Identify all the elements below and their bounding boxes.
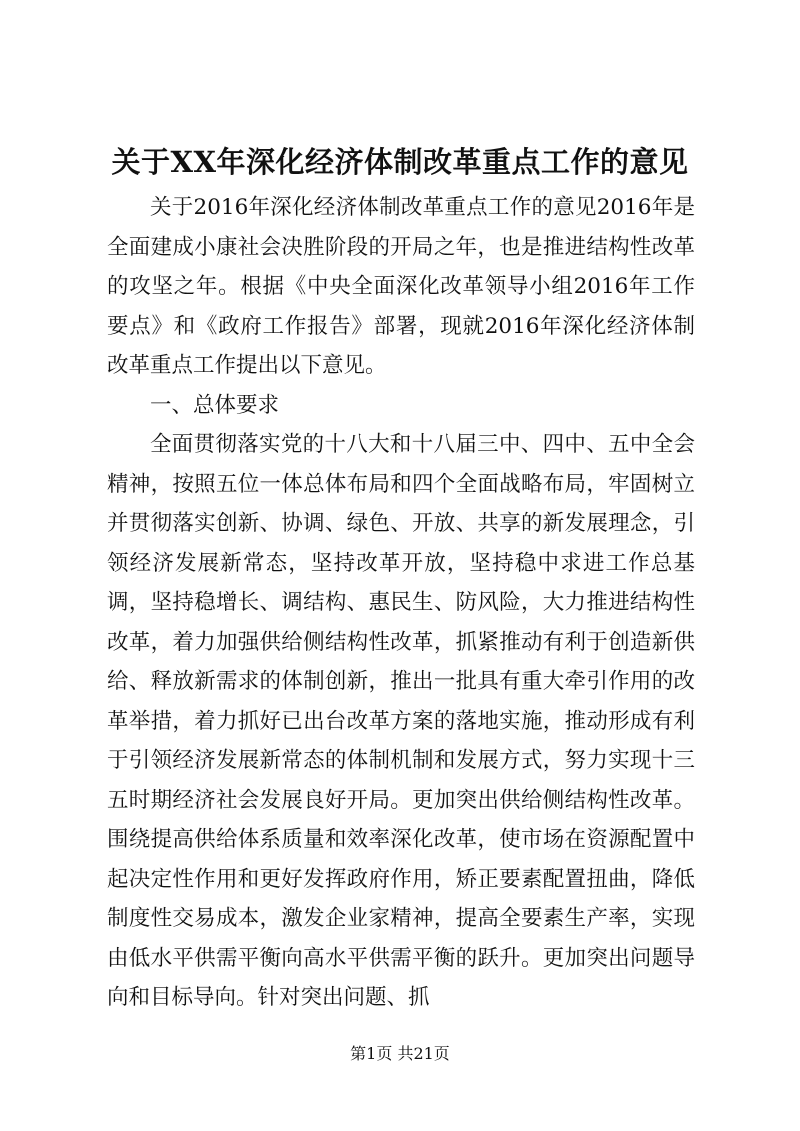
section-heading: 一、总体要求 [150,392,280,418]
document-body [107,188,695,1018]
intro-paragraph: 关于2016年深化经济体制改革重点工作的意见2016年是全面建成小康社会决胜阶段的开局之年，也是推进结构性改革的攻坚之年。根据《中央全面深化改革领导小组2016年工作要点》和《政府工作报告》部署，现就2016年深化经济体制改革重点工作提出以下意见。 [107,195,695,378]
document-title: 关于XX年深化经济体制改革重点工作的意见 [111,145,689,179]
body-paragraph: 全面贯彻落实党的十八大和十八届三中、四中、五中全会精神，按照五位一体总体布局和四个全面战略布局，牢固树立并贯彻落实创新、协调、绿色、开放、共享的新发展理念，引领经济发展新常态，坚持改革开放，坚持稳中求进工作总基调，坚持稳增长、调结构、惠民生、防风险，大力推进结构性改革，着力加强供给侧结构性改革，抓紧推动有利于创造新供给、释放新需求的体制创新，推出一批具有重大牵引作用的改革举措，着力抓好已出台改革方案的落地实施，推动形成有利于引领经济发展新常态的体制机制和发展方式，努力实现十三五时期经济社会发展良好开局。更加突出供给侧结构性改革。围绕提高供给体系质量和效率深化改革，使市场在资源配置中起决定性作用和更好发挥政府作用，矫正要素配置扭曲，降低制度性交易成本，激发企业家精神，提高全要素生产率，实现由低水平供需平衡向高水平供需平衡的跃升。更加突出问题导向和目标导向。针对突出问题、抓 [107,432,695,1010]
page-number-footer: 第1页 共21页 [350,1044,450,1063]
